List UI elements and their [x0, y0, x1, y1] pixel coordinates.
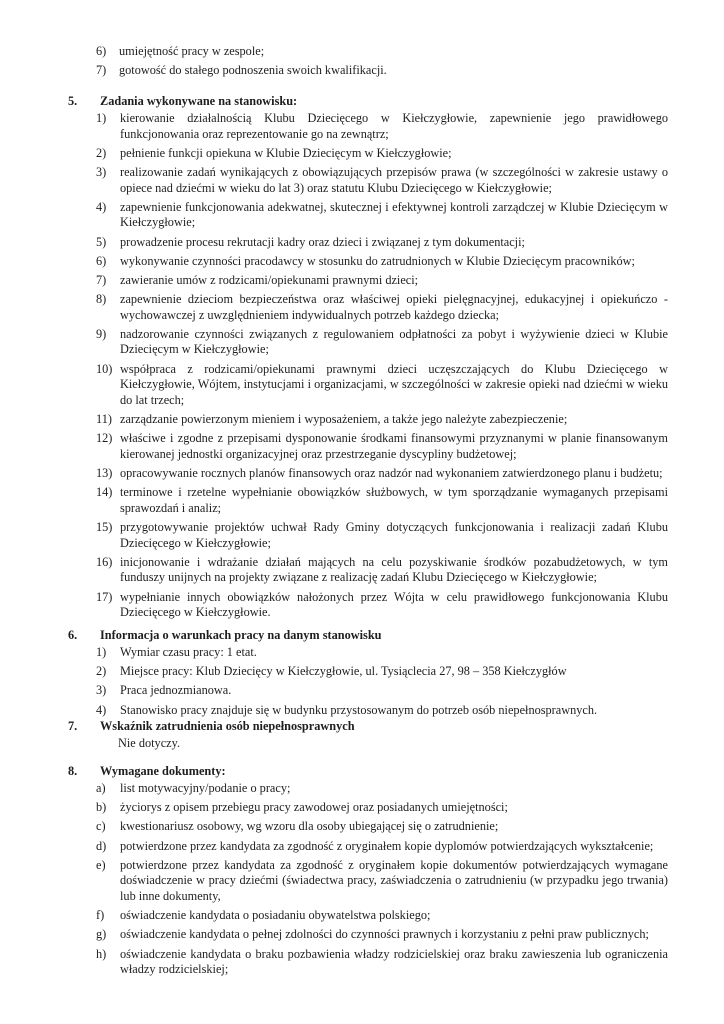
- list-item: [68, 819, 668, 835]
- item-number: 4): [96, 199, 107, 214]
- list-item: [68, 908, 668, 924]
- item-text: nadzorowanie czynności związanych z regulowaniem odpłatności za pobyt i wyżywienie dzieci w Klubie Dziecięcym w Kiełczygłowie;: [120, 326, 668, 357]
- item-text: oświadczenie kandydata o pełnej zdolności do czynności prawnych i korzystaniu z pełni praw publicznych;: [120, 927, 649, 942]
- item-text: gotowość do stałego podnoszenia swoich kwalifikacji.: [119, 63, 387, 77]
- list-item: [68, 466, 668, 482]
- item-text: pełnienie funkcji opiekuna w Klubie Dziecięcym w Kiełczygłowie;: [120, 145, 452, 160]
- list-item: [68, 947, 668, 978]
- item-text: terminowe i rzetelne wypełnianie obowiązków służbowych, w tym sporządzanie wymaganych przepisami sprawozdań i analiz;: [120, 485, 668, 515]
- item-number: 13): [96, 466, 113, 480]
- section-title: Informacja o warunkach pracy na danym stanowisku: [100, 628, 382, 642]
- item-text: zawieranie umów z rodzicami/opiekunami prawnymi dzieci;: [120, 272, 419, 287]
- item-text: oświadczenie kandydata o braku pozbawienia władzy rodzicielskiej oraz braku zawieszenia lub ograniczenia władzy rodzicielskiej;: [120, 946, 668, 977]
- item-text: list motywacyjny/podanie o pracy;: [120, 781, 291, 795]
- item-text: zapewnienie funkcjonowania adekwatnej, skutecznej i efektywnej kontroli zarządczej w Klubie Dziecięcym w Kiełczygłowie;: [120, 199, 668, 230]
- item-text: przygotowywanie projektów uchwał Rady Gminy dotyczących funkcjonowania i realizacji zadań Klubu Dziecięcego w Kiełczygłowie;: [120, 519, 668, 550]
- list-item: [68, 200, 668, 231]
- list-item: [68, 664, 668, 680]
- item-text: umiejętność pracy w zespole;: [119, 44, 265, 58]
- item-text: Miejsce pracy: Klub Dziecięcy w Kiełczygłowie, ul. Tysiąclecia 27, 98 – 358 Kiełczygłów: [120, 664, 567, 679]
- section-title: Wskaźnik zatrudnienia osób niepełnosprawnych: [100, 719, 355, 733]
- list-item: [68, 800, 668, 816]
- item-text: zarządzanie powierzonym mieniem i wyposażeniem, a także jego należyte zabezpieczenie;: [120, 412, 568, 427]
- item-text: inicjonowanie i wdrażanie działań mających na celu pozyskiwanie środków pozabudżetowych, w tym funduszy unijnych na projekty związane z realizację zadań Klubu Dziecięcego w Kiełczygłowie;: [120, 554, 668, 585]
- item-number: 6): [96, 44, 107, 58]
- item-letter: a): [96, 781, 106, 795]
- required-documents-list: [68, 781, 668, 978]
- item-text: właściwe i zgodne z przepisami dysponowanie środkami finansowymi przyznanymi w planie finansowanym kierowanej jednostki organizacyjnej oraz przestrzeganie dyscypliny budżetowej;: [120, 431, 668, 461]
- item-text: opracowywanie rocznych planów finansowych oraz nadzór nad wykonaniem zatwierdzonego planu i budżetu;: [120, 466, 663, 480]
- item-number: 6): [96, 253, 107, 268]
- list-item: [68, 146, 668, 162]
- item-number: 1): [96, 645, 107, 659]
- item-number: 3): [96, 164, 107, 179]
- item-text: zapewnienie dzieciom bezpieczeństwa oraz właściwej opieki pielęgnacyjnej, edukacyjnej i opiekuńczo - wychowawczej z uwzględnieniem indywidualnych potrzeb każdego dziecka;: [120, 292, 668, 322]
- item-number: 9): [96, 326, 107, 341]
- section-number: 7.: [68, 719, 78, 733]
- list-item: [68, 645, 668, 661]
- item-number: 12): [96, 431, 113, 446]
- list-item: [68, 555, 668, 586]
- item-text: współpraca z rodzicami/opiekunami prawnymi dzieci uczęszczających do Klubu Dziecięcego w Kiełczygłowie, Wójtem, instytucjami i organizacjami, w szczególności w zakresie opieki nad dziećmi w wieku do lat trzech;: [120, 361, 668, 407]
- item-number: 7): [96, 63, 107, 77]
- section-required-documents: [68, 764, 668, 981]
- section-number: 5.: [68, 94, 78, 108]
- list-item: [68, 327, 668, 358]
- list-item: [68, 254, 668, 270]
- list-item: [68, 362, 668, 409]
- section-number: 8.: [68, 764, 78, 778]
- list-item: [68, 292, 668, 323]
- item-text: potwierdzone przez kandydata za zgodność z oryginałem kopie dokumentów potwierdzających wymagane doświadczenie w pracy dziećmi (świadectwa pracy, zaświadczenia o zatrudnieniu (w przypadku jego trwania) lub inne dokumenty,: [120, 857, 668, 903]
- item-letter: d): [96, 838, 107, 853]
- item-number: 17): [96, 589, 113, 604]
- item-number: 11): [96, 412, 112, 427]
- section-heading: [68, 94, 668, 111]
- list-item: [68, 858, 668, 905]
- item-text: Wymiar czasu pracy: 1 etat.: [120, 645, 257, 659]
- item-text: oświadczenie kandydata o posiadaniu obywatelstwa polskiego;: [120, 908, 431, 923]
- list-item: [68, 839, 668, 855]
- section-text: Nie dotyczy.: [118, 736, 181, 750]
- item-text: potwierdzone przez kandydata za zgodność z oryginałem kopie dyplomów potwierdzających wykształcenie;: [120, 838, 654, 853]
- duties-list: [68, 111, 668, 621]
- section-heading: [68, 628, 668, 645]
- item-number: 3): [96, 683, 107, 698]
- list-item: [68, 111, 668, 142]
- item-text: wykonywanie czynności pracodawcy w stosunku do zatrudnionych w Klubie Dziecięcym pracowników;: [120, 253, 635, 268]
- section-title: Zadania wykonywane na stanowisku:: [100, 94, 298, 108]
- item-number: 5): [96, 234, 107, 249]
- item-number: 15): [96, 519, 113, 534]
- item-text: kwestionariusz osobowy, wg wzoru dla osoby ubiegającej się o zatrudnienie;: [120, 819, 499, 834]
- list-item: [68, 520, 668, 551]
- item-number: 14): [96, 485, 113, 500]
- section-duties: [68, 94, 668, 624]
- section-heading: [68, 764, 668, 781]
- list-item: [68, 590, 668, 621]
- list-item: [68, 781, 668, 797]
- section-number: 6.: [68, 628, 78, 642]
- item-number: 2): [96, 145, 107, 160]
- list-item: [68, 165, 668, 196]
- item-letter: f): [96, 908, 105, 923]
- item-letter: e): [96, 857, 106, 872]
- item-number: 16): [96, 554, 113, 569]
- item-number: 8): [96, 292, 107, 307]
- list-item: [68, 683, 668, 699]
- item-text: kierowanie działalnością Klubu Dziecięcego w Kiełczygłowie, zapewnienie jego prawidłowego funkcjonowania oraz reprezentowanie go na zewnątrz;: [120, 111, 668, 141]
- item-text: realizowanie zadań wynikających z obowiązujących przepisów prawa (w szczególności w zakresie ustawy o opiece nad dziećmi w wieku do lat 3) oraz statutu Klubu Dziecięcego w Kiełczygłowie;: [120, 164, 668, 195]
- item-letter: g): [96, 927, 107, 942]
- item-number: 1): [96, 111, 107, 125]
- list-item: [68, 412, 668, 428]
- section-disability-employment: [68, 719, 668, 752]
- list-item: [68, 927, 668, 943]
- item-letter: b): [96, 800, 107, 815]
- item-text: Praca jednozmianowa.: [120, 683, 232, 698]
- item-letter: h): [96, 946, 107, 961]
- item-text: wypełnianie innych obowiązków nałożonych przez Wójta w celu prawidłowego funkcjonowania Klubu Dziecięcego w Kiełczygłowie.: [120, 589, 668, 620]
- section-work-conditions: [68, 628, 668, 722]
- item-text: życiorys z opisem przebiegu pracy zawodowej oraz posiadanych umiejętności;: [120, 800, 508, 815]
- item-number: 10): [96, 361, 113, 376]
- list-item: [68, 273, 668, 289]
- section-heading: [68, 719, 668, 736]
- item-number: 2): [96, 664, 107, 679]
- section-title: Wymagane dokumenty:: [100, 764, 226, 778]
- item-letter: c): [96, 819, 106, 834]
- item-text: Stanowisko pracy znajduje się w budynku przystosowanym do potrzeb osób niepełnosprawnych.: [120, 702, 598, 717]
- item-number: 4): [96, 702, 107, 717]
- item-number: 7): [96, 272, 107, 287]
- work-conditions-list: [68, 645, 668, 718]
- item-text: prowadzenie procesu rekrutacji kadry oraz dzieci i związanej z tym dokumentacji;: [120, 234, 525, 249]
- list-item: [68, 235, 668, 251]
- list-item: [68, 431, 668, 462]
- list-item: [68, 703, 668, 719]
- list-item: [68, 485, 668, 516]
